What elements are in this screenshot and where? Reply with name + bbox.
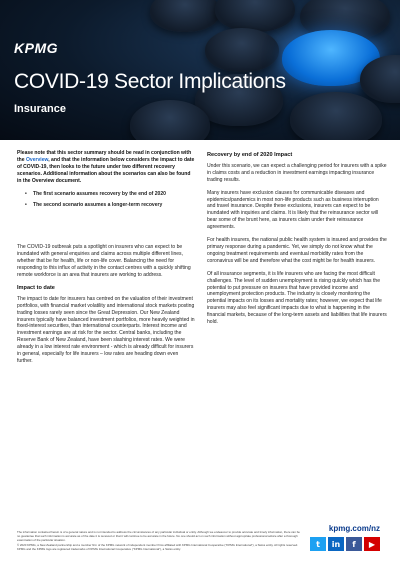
list-item: • The first scenario assumes recovery by the end of 2020 (25, 191, 195, 198)
social-links (310, 537, 380, 551)
paragraph: For health insurers, the national public health system is insured and provides the primary response during a pandemic. Yet, we simply do not know what the ongoing treatment requirements and eventual morbidity rates from the coronavirus will be and therefore what the cost might be for health insurers. (207, 237, 387, 264)
list-item: • The second scenario assumes a longer-term recovery (25, 202, 195, 209)
page-title: COVID-19 Sector Implications (14, 70, 286, 93)
hero-banner (0, 0, 400, 140)
scenario-list (25, 191, 195, 210)
paragraph: The COVID-19 outbreak puts a spotlight on insurers who can expect to be inundated with general enquiries and claims across multiple different lines, whether that be for health, life or non-life cover. Balancing the need for responding to this influx of activity in the contact centres with a quickly shifting remote workforce is an area that insurers are working to address. (17, 244, 191, 278)
umbrella-image (205, 28, 279, 72)
section-heading: Impact to date (17, 284, 55, 291)
umbrella-image (150, 0, 220, 32)
linkedin-icon[interactable]: in (328, 537, 344, 551)
overview-link[interactable]: Overview (25, 156, 49, 163)
disclaimer: The information contained herein is of a general nature and is not intended to address the circumstances of any particular individual or entity. Although we endeavour to provide accurate and timely information, there can be no guarantee that such information is accurate as of the date it is received or that it will continue to be accurate in the future. No one should act on such information without appropriate professional advice after a thorough examination of the particular situation. © 2020 KPMG, a New Zealand partnership and a member firm of the KPMG network of independent member firms affiliated with KPMG International Cooperative ("KPMG International"), a Swiss entity. All rights reserved. KPMG and the KPMG logo are registered trademarks of KPMG International Cooperative ("KPMG International"), a Swiss entity. (17, 530, 300, 551)
intro-text: Please note that this sector summary should be read in conjunction with the Overview, and that the information below considers the impact to date of COVID-19, then looks to the future under two different recovery scenarios. Additional information about the scenarios can also be found in the Overview document. (17, 150, 195, 184)
paragraph: The impact to date for insurers has centred on the valuation of their investment portfolios, with financial market volatility and international stock markets posting trading losses rarely seen since the Great Depression. Our New Zealand insurers typically have balanced investment portfolios, more heavily weighted in fixed-interest securities, than international counterparts. Interest income and investment earnings are at risk for the sector. Central banks, including the Reserve Bank of New Zealand, have been slashing interest rates. We were already in a low interest rate environment - which is already difficult for insurers in general, especially for life insurers – low rates are heading down even further. (17, 295, 195, 364)
paragraph: Under this scenario, we can expect a challenging period for insurers with a spike in claims costs and a reduction in investment earnings impacting insurance trading results. (207, 162, 387, 183)
paragraph: Many insurers have exclusion clauses for communicable diseases and epidemics/pandemics in most non-life products such as business interruption and travel insurance. Despite these exclusions, insurers can expect to be inundated with inquiries and claims. It is likely that the reinsurance sector will bear some of the brunt here, as insurers claim under their reinsurance agreements. (207, 189, 379, 231)
facebook-icon[interactable]: f (346, 537, 362, 551)
page-subtitle: Insurance (14, 103, 66, 115)
website-link[interactable]: kpmg.com/nz (328, 524, 380, 533)
section-heading: Recovery by end of 2020 Impact (207, 152, 293, 158)
umbrella-image (215, 0, 295, 32)
youtube-icon[interactable]: ▶ (364, 537, 380, 551)
right-column (207, 150, 387, 332)
umbrella-image (290, 92, 382, 140)
twitter-icon[interactable]: t (310, 537, 326, 551)
paragraph: Of all insurance segments, it is life insurers who are facing the most difficult challenges. The level of sudden unemployment is rising quickly which has the potential to put pressure on insurers that have provided income and unemployment protection products. The industry is closely monitoring the potential impacts on its losses and mortality rates; however, we expect that life insurers may also feel significant impacts due to what is happening in the financial markets, because of the long-term assets and liabilities that life insurers hold. (207, 270, 387, 326)
left-column (17, 150, 195, 371)
kpmg-logo: KPMG (14, 40, 58, 56)
